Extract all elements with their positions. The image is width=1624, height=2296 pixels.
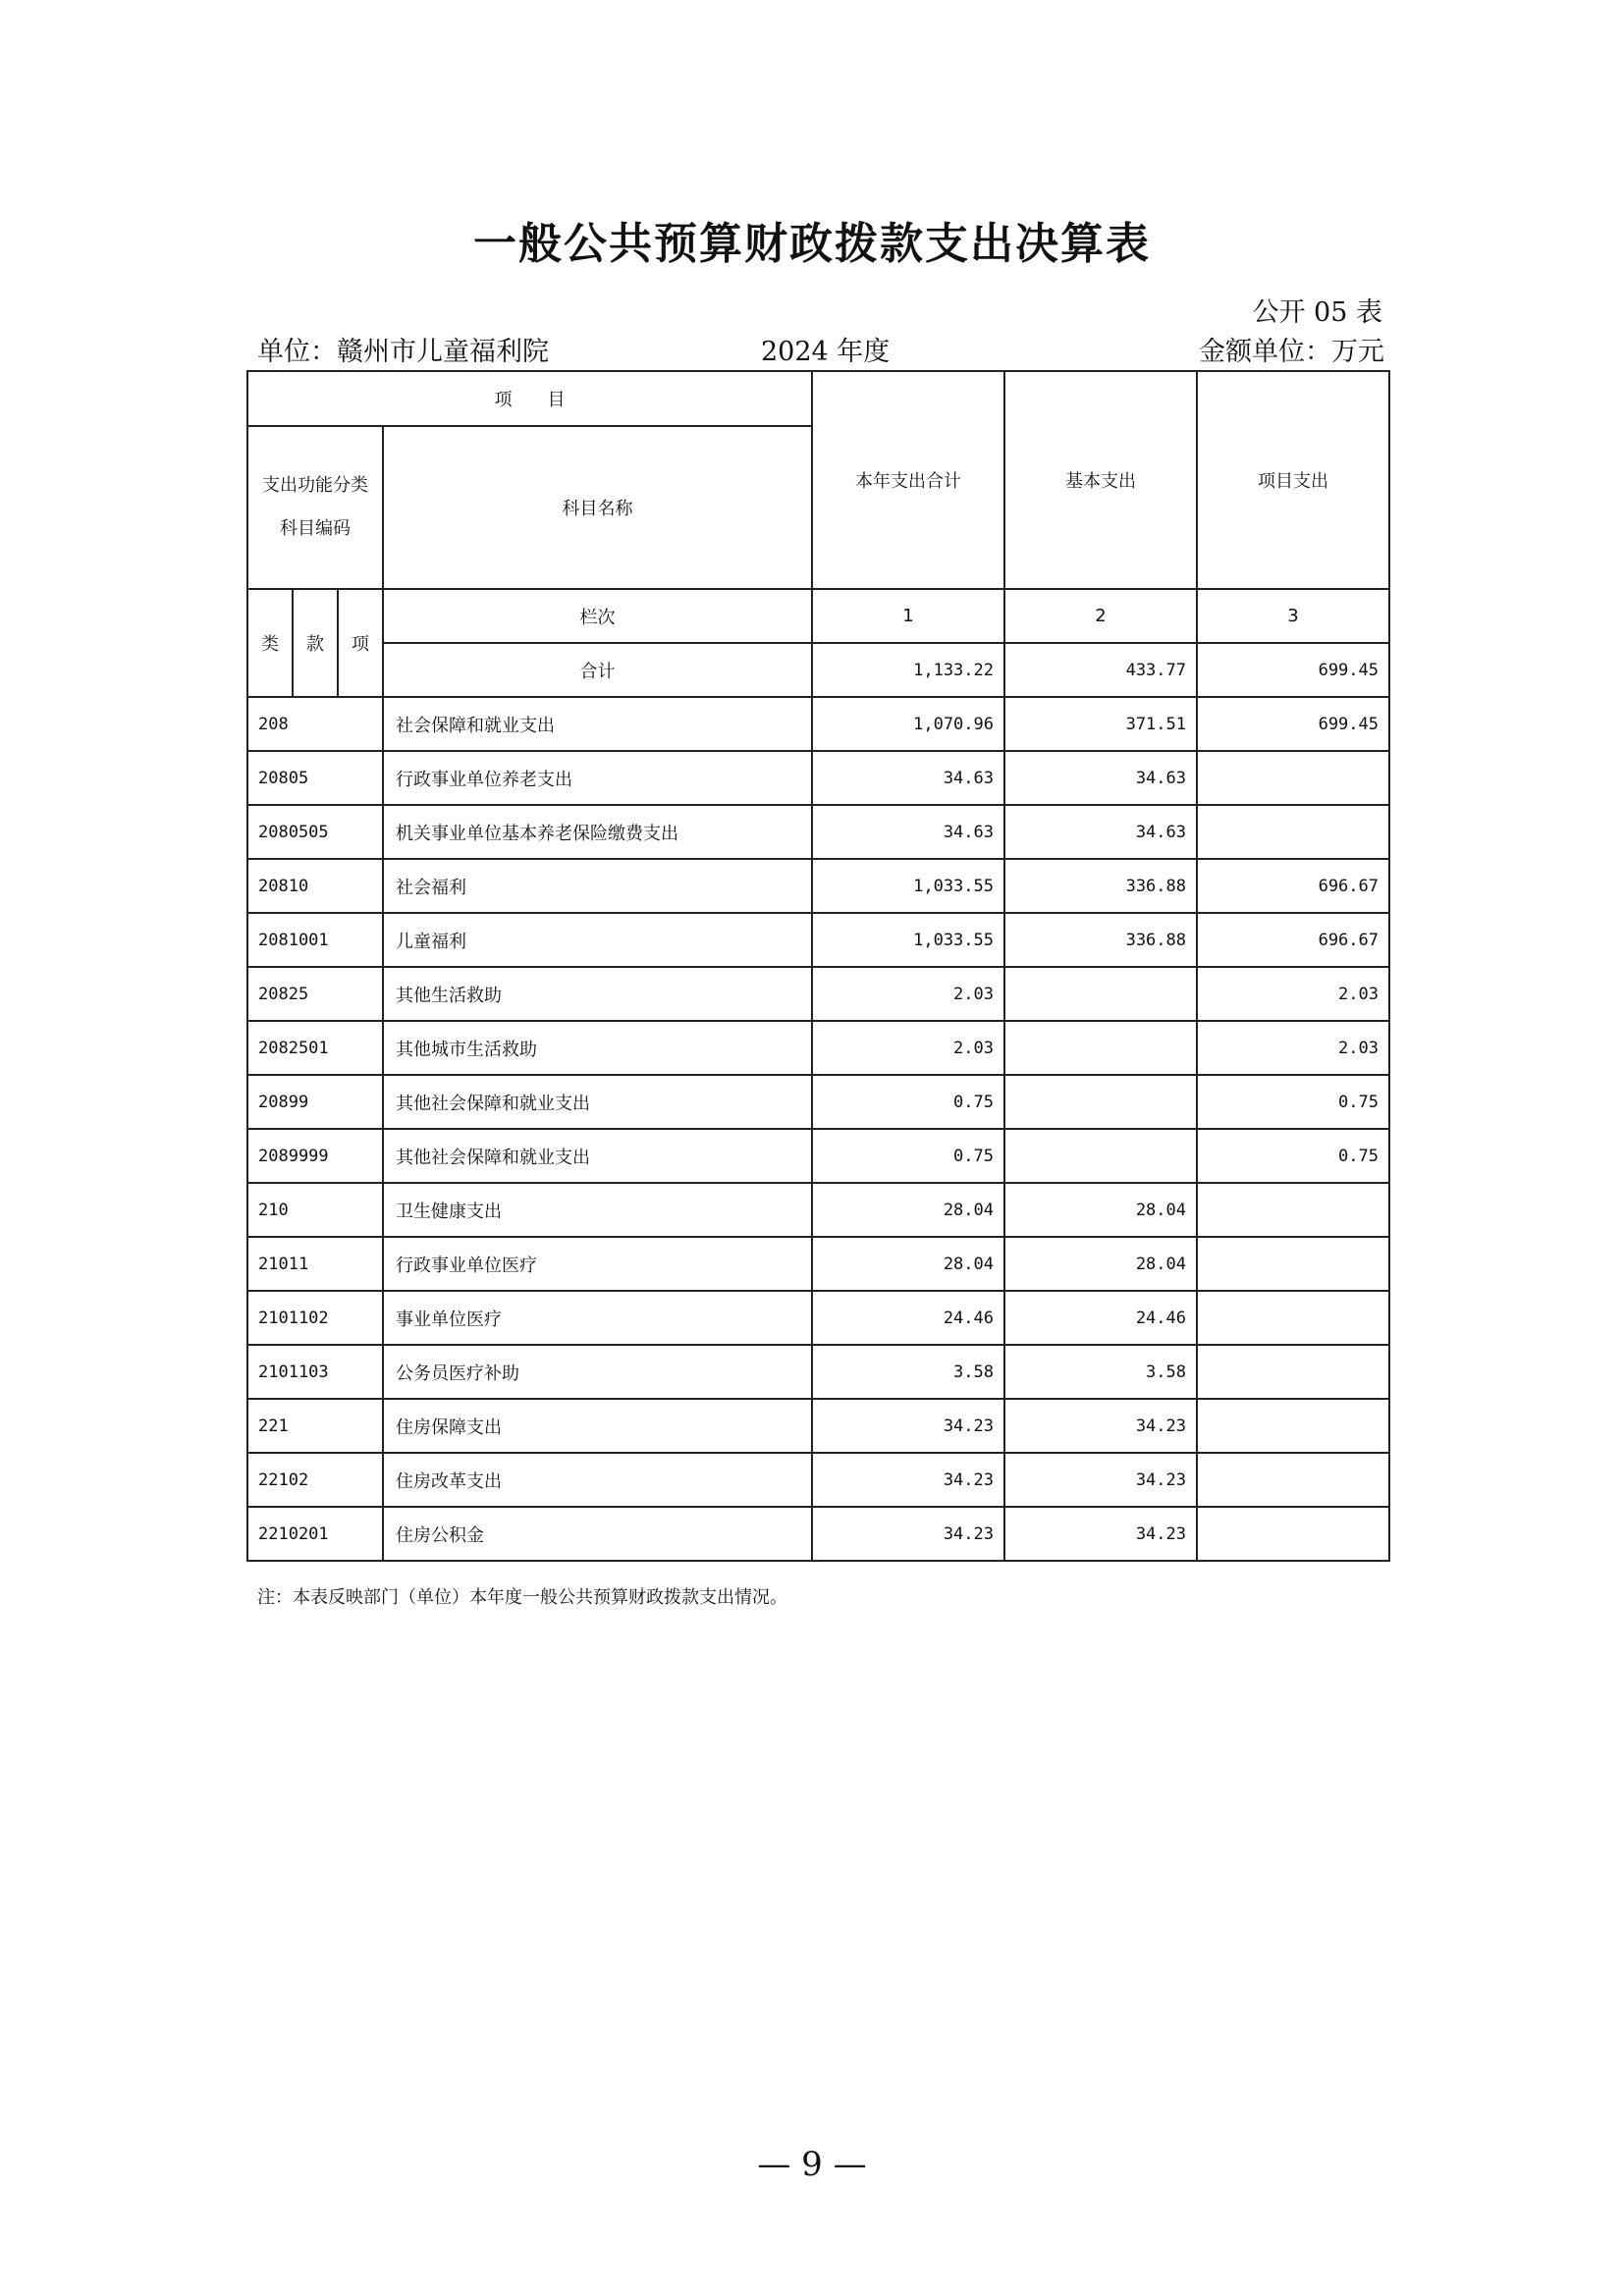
header-row-1 [247,371,1389,426]
row-total: 24.46 [812,1291,1004,1345]
kuan-header: 款 [293,589,338,697]
row-code: 22102 [247,1453,383,1507]
row-total: 28.04 [812,1183,1004,1237]
function-code-line1: 支出功能分类 [262,475,368,496]
row-project [1197,1183,1389,1237]
row-code: 2101103 [247,1345,383,1399]
row-code: 21011 [247,1237,383,1291]
row-total: 34.23 [812,1507,1004,1561]
sum-row [247,643,1389,697]
row-basic: 34.63 [1004,805,1197,859]
table-row [247,1399,1389,1453]
row-code: 20825 [247,967,383,1021]
row-total: 0.75 [812,1129,1004,1183]
row-total: 2.03 [812,967,1004,1021]
column-number-2: 2 [1004,589,1197,643]
row-name: 行政事业单位养老支出 [383,751,812,805]
function-code-header [247,426,383,589]
xiang-header: 项 [338,589,383,697]
column-number-label: 栏次 [383,589,812,643]
sum-project: 699.45 [1197,643,1389,697]
table-row [247,913,1389,967]
row-basic: 34.23 [1004,1399,1197,1453]
row-project [1197,1237,1389,1291]
row-name: 社会福利 [383,859,812,913]
total-header: 本年支出合计 [812,371,1004,589]
column-number-3: 3 [1197,589,1389,643]
row-basic: 28.04 [1004,1237,1197,1291]
row-basic [1004,1129,1197,1183]
row-project: 0.75 [1197,1129,1389,1183]
form-number: 公开 05 表 [1252,297,1382,328]
row-code: 210 [247,1183,383,1237]
amount-unit-label: 金额单位：万元 [1199,337,1384,367]
row-basic: 24.46 [1004,1291,1197,1345]
row-basic: 34.63 [1004,751,1197,805]
column-number-row [247,589,1389,643]
row-name: 住房保障支出 [383,1399,812,1453]
row-code: 2080505 [247,805,383,859]
row-project: 696.67 [1197,859,1389,913]
row-total: 2.03 [812,1021,1004,1075]
row-total: 34.23 [812,1453,1004,1507]
row-code: 20805 [247,751,383,805]
budget-table [246,370,1390,1562]
row-basic: 34.23 [1004,1453,1197,1507]
table-row [247,1075,1389,1129]
table-row [247,1021,1389,1075]
year-label: 2024 年度 [761,337,891,367]
row-project [1197,1291,1389,1345]
row-name: 其他社会保障和就业支出 [383,1075,812,1129]
row-basic: 336.88 [1004,859,1197,913]
table-row [247,1129,1389,1183]
page-number: — 9 — [757,2145,867,2184]
row-code: 20810 [247,859,383,913]
row-basic [1004,967,1197,1021]
footnote: 注：本表反映部门（单位）本年度一般公共预算财政拨款支出情况。 [257,1587,787,1608]
table-row [247,859,1389,913]
row-code: 2081001 [247,913,383,967]
meta-line [257,330,1384,365]
row-project [1197,751,1389,805]
row-code: 208 [247,697,383,751]
row-name: 社会保障和就业支出 [383,697,812,751]
lei-header: 类 [247,589,293,697]
row-name: 住房公积金 [383,1507,812,1561]
table-row [247,751,1389,805]
row-project: 699.45 [1197,697,1389,751]
row-basic: 371.51 [1004,697,1197,751]
table-row [247,1237,1389,1291]
table-row [247,1291,1389,1345]
row-project [1197,1345,1389,1399]
row-total: 34.23 [812,1399,1004,1453]
row-name: 其他城市生活救助 [383,1021,812,1075]
row-basic [1004,1021,1197,1075]
sum-label: 合计 [383,643,812,697]
table-row [247,697,1389,751]
basic-header: 基本支出 [1004,371,1197,589]
row-total: 0.75 [812,1075,1004,1129]
row-name: 儿童福利 [383,913,812,967]
row-total: 34.63 [812,751,1004,805]
table-row [247,967,1389,1021]
sum-total: 1,133.22 [812,643,1004,697]
row-name: 其他生活救助 [383,967,812,1021]
row-total: 34.63 [812,805,1004,859]
project-header: 项目支出 [1197,371,1389,589]
page-title: 一般公共预算财政拨款支出决算表 [473,219,1151,269]
row-code: 20899 [247,1075,383,1129]
row-project: 696.67 [1197,913,1389,967]
row-total: 1,070.96 [812,697,1004,751]
row-total: 1,033.55 [812,859,1004,913]
row-basic: 3.58 [1004,1345,1197,1399]
row-total: 1,033.55 [812,913,1004,967]
row-project [1197,1507,1389,1561]
row-project [1197,1399,1389,1453]
table-row [247,1345,1389,1399]
item-header: 项 目 [247,371,812,426]
row-code: 221 [247,1399,383,1453]
row-code: 2082501 [247,1021,383,1075]
row-name: 其他社会保障和就业支出 [383,1129,812,1183]
row-name: 住房改革支出 [383,1453,812,1507]
column-number-1: 1 [812,589,1004,643]
row-project: 2.03 [1197,1021,1389,1075]
row-name: 事业单位医疗 [383,1291,812,1345]
row-total: 28.04 [812,1237,1004,1291]
row-basic: 34.23 [1004,1507,1197,1561]
row-basic: 336.88 [1004,913,1197,967]
subject-name-header: 科目名称 [383,426,812,589]
table-row [247,1183,1389,1237]
row-total: 3.58 [812,1345,1004,1399]
row-name: 卫生健康支出 [383,1183,812,1237]
row-code: 2210201 [247,1507,383,1561]
table-row [247,1507,1389,1561]
row-basic: 28.04 [1004,1183,1197,1237]
row-project: 2.03 [1197,967,1389,1021]
row-project [1197,805,1389,859]
table-row [247,805,1389,859]
row-project [1197,1453,1389,1507]
row-project: 0.75 [1197,1075,1389,1129]
row-basic [1004,1075,1197,1129]
row-code: 2089999 [247,1129,383,1183]
function-code-line2: 科目编码 [280,518,351,539]
unit-label: 单位：赣州市儿童福利院 [257,337,549,367]
row-name: 公务员医疗补助 [383,1345,812,1399]
table-row [247,1453,1389,1507]
sum-basic: 433.77 [1004,643,1197,697]
row-code: 2101102 [247,1291,383,1345]
row-name: 机关事业单位基本养老保险缴费支出 [383,805,812,859]
row-name: 行政事业单位医疗 [383,1237,812,1291]
